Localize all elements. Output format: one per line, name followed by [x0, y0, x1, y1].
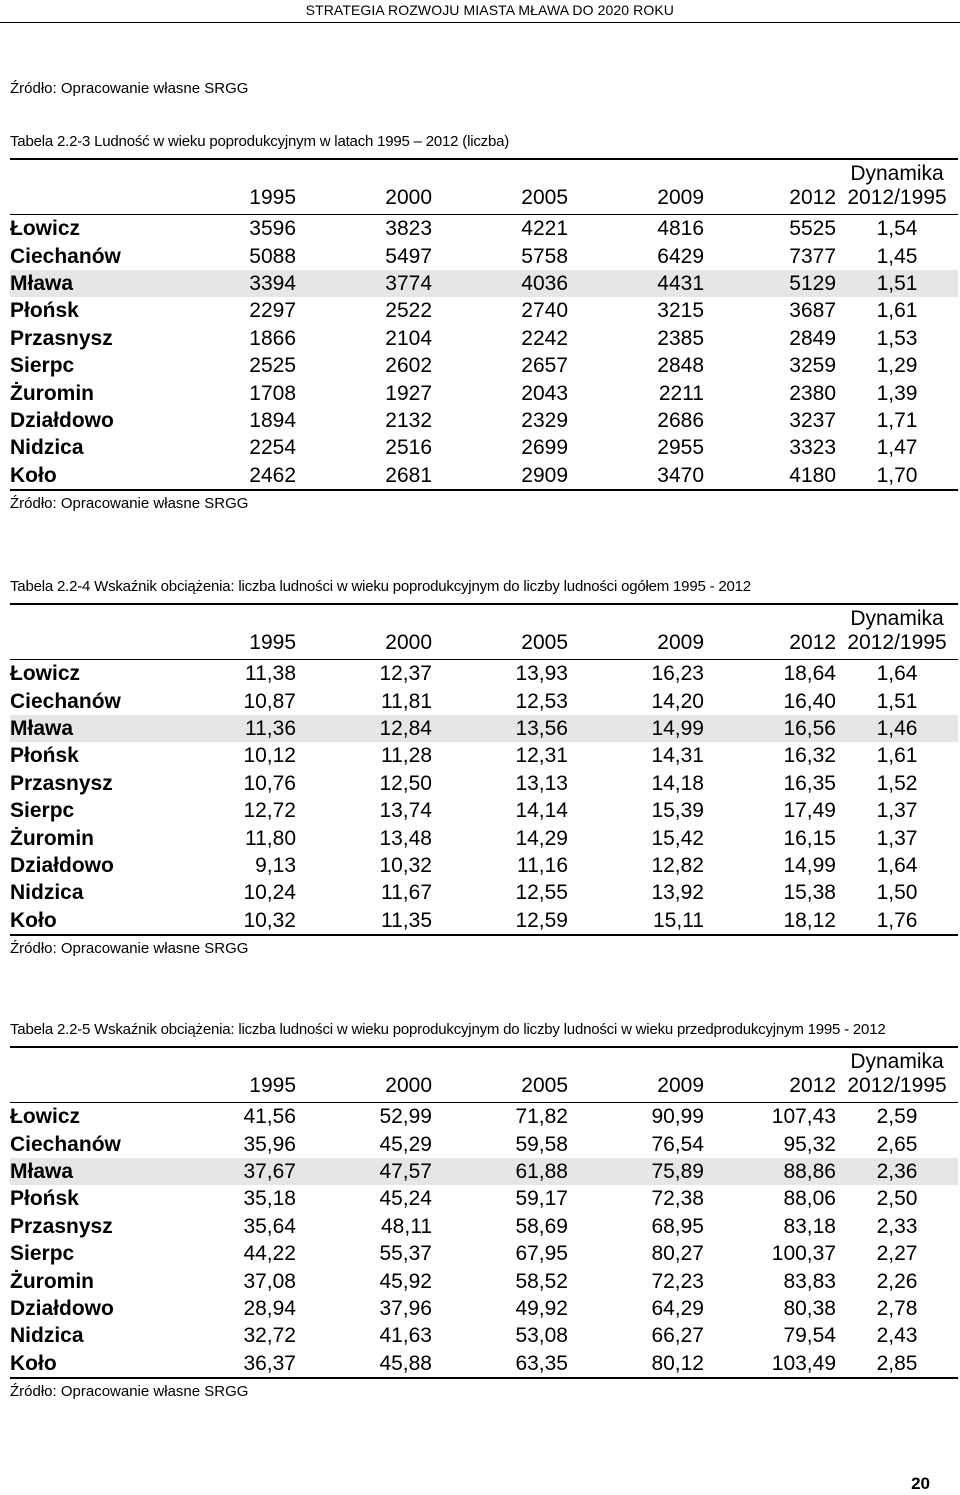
- table-caption: Tabela 2.2-4 Wskaźnik obciążenia: liczba ludności w wieku poprodukcyjnym do liczby ludności ogółem 1995 - 2012: [10, 578, 751, 595]
- town-name-cell: Sierpc: [10, 799, 75, 823]
- value-cell: 28,94: [243, 1296, 296, 1320]
- town-name-cell: Mława: [10, 1158, 160, 1185]
- value-cell: 80,27: [651, 1242, 704, 1266]
- town-name-cell: Przasnysz: [10, 326, 113, 350]
- table-row: [10, 797, 958, 824]
- header-dynamics: [836, 159, 958, 215]
- value-cell: 2955: [657, 436, 704, 460]
- header-dynamics: [836, 1047, 958, 1103]
- town-name-cell: Przasnysz: [10, 771, 113, 795]
- town-name-cell: Żuromin: [10, 381, 94, 405]
- value-cell: 5088: [249, 244, 296, 268]
- value-cell: 55,37: [379, 1242, 432, 1266]
- value-cell: 16,35: [783, 771, 836, 795]
- table-row: [10, 824, 958, 851]
- header-year: 2009: [657, 1074, 704, 1097]
- town-name-cell: Sierpc: [10, 354, 75, 378]
- value-cell: 1708: [249, 381, 296, 405]
- value-cell: 67,95: [515, 1242, 568, 1266]
- dynamics-cell: 1,53: [876, 326, 918, 350]
- table-row: [10, 1267, 958, 1294]
- header-year: 2005: [521, 631, 568, 654]
- table-row: [10, 297, 958, 324]
- dynamics-cell: 1,47: [876, 436, 918, 460]
- table-section-1: [10, 133, 958, 512]
- value-cell: 1866: [249, 326, 296, 350]
- town-name-cell: Ciechanów: [10, 689, 121, 713]
- value-cell: 75,89: [568, 1158, 704, 1185]
- value-cell: 2297: [249, 299, 296, 323]
- value-cell: 2909: [521, 463, 568, 487]
- table-row: [10, 770, 958, 797]
- dynamics-cell: 2,26: [876, 1269, 918, 1293]
- value-cell: 4431: [568, 270, 704, 297]
- value-cell: 11,81: [381, 689, 432, 713]
- value-cell: 11,80: [245, 826, 296, 850]
- header-year: 1995: [249, 186, 296, 209]
- value-cell: 15,11: [653, 908, 704, 932]
- value-cell: 12,50: [379, 771, 432, 795]
- town-name-cell: Łowicz: [10, 1105, 81, 1129]
- value-cell: 52,99: [379, 1105, 432, 1129]
- value-cell: 47,57: [296, 1158, 432, 1185]
- value-cell: 10,32: [379, 853, 432, 877]
- header-dynamics-line1: Dynamika: [850, 1050, 944, 1073]
- value-cell: 16,23: [651, 662, 704, 686]
- value-cell: 3687: [789, 299, 836, 323]
- value-cell: 11,35: [381, 908, 432, 932]
- dynamics-cell: 1,39: [876, 381, 918, 405]
- table-caption: Tabela 2.2-5 Wskaźnik obciążenia: liczba ludności w wieku poprodukcyjnym do liczby ludności w wieku przedprodukcyjnym 1995 - 2012: [10, 1021, 886, 1038]
- value-cell: 5758: [521, 244, 568, 268]
- town-name-cell: Koło: [10, 908, 57, 932]
- value-cell: 14,31: [651, 744, 704, 768]
- table-row: [10, 379, 958, 406]
- town-name-cell: Nidzica: [10, 436, 84, 460]
- value-cell: 3394: [160, 270, 296, 297]
- value-cell: 2849: [789, 326, 836, 350]
- value-cell: 12,37: [379, 662, 432, 686]
- value-cell: 12,53: [515, 689, 568, 713]
- value-cell: 37,96: [379, 1296, 432, 1320]
- table-row: [10, 1350, 958, 1378]
- value-cell: 12,55: [515, 881, 568, 905]
- value-cell: 11,36: [160, 715, 296, 742]
- value-cell: 1927: [385, 381, 432, 405]
- table-row: [10, 462, 958, 490]
- value-cell: 13,93: [515, 662, 568, 686]
- value-cell: 45,88: [379, 1351, 432, 1375]
- header-dynamics: [836, 604, 958, 660]
- header-year: 2005: [521, 186, 568, 209]
- dynamics-cell: 1,61: [876, 744, 918, 768]
- dynamics-cell: 1,37: [876, 799, 918, 823]
- value-cell: 11,38: [245, 662, 296, 686]
- town-name-cell: Ciechanów: [10, 244, 121, 268]
- value-cell: 16,15: [783, 826, 836, 850]
- value-cell: 2848: [657, 354, 704, 378]
- value-cell: 76,54: [651, 1132, 704, 1156]
- source-note: Źródło: Opracowanie własne SRGG: [10, 939, 249, 957]
- town-name-cell: Nidzica: [10, 881, 84, 905]
- value-cell: 79,54: [783, 1324, 836, 1348]
- value-cell: 66,27: [651, 1324, 704, 1348]
- header-empty: [10, 604, 160, 660]
- table-row: [10, 1103, 958, 1131]
- table-row: [10, 215, 958, 243]
- value-cell: 14,29: [515, 826, 568, 850]
- value-cell: 12,82: [651, 853, 704, 877]
- value-cell: 41,56: [243, 1105, 296, 1129]
- value-cell: 10,32: [243, 908, 296, 932]
- town-name-cell: Łowicz: [10, 662, 81, 686]
- town-name-cell: Płońsk: [10, 299, 79, 323]
- dynamics-cell: 1,52: [876, 771, 918, 795]
- value-cell: 58,52: [515, 1269, 568, 1293]
- table-header-row: [10, 1047, 958, 1103]
- table-row: [10, 1185, 958, 1212]
- town-name-cell: Działdowo: [10, 1296, 114, 1320]
- dynamics-cell: 1,71: [876, 408, 918, 432]
- value-cell: 14,99: [783, 853, 836, 877]
- header-empty: [10, 159, 160, 215]
- value-cell: 3470: [657, 463, 704, 487]
- value-cell: 18,12: [783, 908, 836, 932]
- dynamics-cell: 1,50: [876, 881, 918, 905]
- value-cell: 5497: [385, 244, 432, 268]
- town-name-cell: Przasnysz: [10, 1214, 113, 1238]
- town-name-cell: Płońsk: [10, 744, 79, 768]
- table-row: [10, 879, 958, 906]
- header-dynamics-line1: Dynamika: [850, 162, 944, 185]
- value-cell: 103,49: [771, 1351, 836, 1375]
- value-cell: 2740: [521, 299, 568, 323]
- table-section-2: [10, 578, 958, 957]
- value-cell: 90,99: [651, 1105, 704, 1129]
- value-cell: 45,29: [379, 1132, 432, 1156]
- value-cell: 45,24: [379, 1187, 432, 1211]
- value-cell: 61,88: [432, 1158, 568, 1185]
- source-note: Źródło: Opracowanie własne SRGG: [10, 1382, 249, 1400]
- header-year: 2012: [789, 186, 836, 209]
- value-cell: 71,82: [515, 1105, 568, 1129]
- value-cell: 16,40: [783, 689, 836, 713]
- table-row: [10, 1322, 958, 1349]
- table-row: [10, 1295, 958, 1322]
- value-cell: 35,18: [243, 1187, 296, 1211]
- value-cell: 107,43: [771, 1105, 836, 1129]
- value-cell: 12,72: [243, 799, 296, 823]
- value-cell: 95,32: [783, 1132, 836, 1156]
- data-table: [10, 158, 958, 491]
- value-cell: 72,23: [651, 1269, 704, 1293]
- dynamics-cell: 2,65: [876, 1132, 918, 1156]
- dynamics-cell: 1,45: [876, 244, 918, 268]
- dynamics-cell: 1,46: [836, 715, 958, 742]
- value-cell: 2385: [657, 326, 704, 350]
- table-section-3: [10, 1021, 958, 1400]
- table-row: [10, 270, 958, 297]
- header-dynamics-line1: Dynamika: [850, 607, 944, 630]
- value-cell: 2462: [249, 463, 296, 487]
- town-name-cell: Płońsk: [10, 1187, 79, 1211]
- table-row: [10, 742, 958, 769]
- value-cell: 18,64: [783, 662, 836, 686]
- value-cell: 83,83: [783, 1269, 836, 1293]
- value-cell: 63,35: [515, 1351, 568, 1375]
- dynamics-cell: 1,61: [876, 299, 918, 323]
- dynamics-cell: 1,64: [876, 853, 918, 877]
- dynamics-cell: 2,33: [876, 1214, 918, 1238]
- dynamics-cell: 2,78: [876, 1296, 918, 1320]
- value-cell: 10,76: [243, 771, 296, 795]
- value-cell: 2657: [521, 354, 568, 378]
- value-cell: 11,67: [381, 881, 432, 905]
- header-year: 2009: [657, 186, 704, 209]
- value-cell: 15,39: [651, 799, 704, 823]
- value-cell: 16,56: [704, 715, 836, 742]
- table-row: [10, 660, 958, 688]
- value-cell: 59,17: [515, 1187, 568, 1211]
- value-cell: 3237: [789, 408, 836, 432]
- value-cell: 2043: [521, 381, 568, 405]
- value-cell: 80,38: [783, 1296, 836, 1320]
- document-title: STRATEGIA ROZWOJU MIASTA MŁAWA DO 2020 ROKU: [305, 2, 674, 18]
- value-cell: 16,32: [783, 744, 836, 768]
- table-row: [10, 242, 958, 269]
- table-caption: Tabela 2.2-3 Ludność w wieku poprodukcyjnym w latach 1995 – 2012 (liczba): [10, 133, 510, 150]
- table-header-row: [10, 159, 958, 215]
- table-row: [10, 715, 958, 742]
- value-cell: 68,95: [651, 1214, 704, 1238]
- value-cell: 37,67: [160, 1158, 296, 1185]
- value-cell: 4816: [657, 217, 704, 241]
- value-cell: 1894: [249, 408, 296, 432]
- value-cell: 36,37: [243, 1351, 296, 1375]
- table-row: [10, 852, 958, 879]
- value-cell: 53,08: [515, 1324, 568, 1348]
- dynamics-cell: 2,36: [836, 1158, 958, 1185]
- value-cell: 4221: [521, 217, 568, 241]
- value-cell: 15,42: [651, 826, 704, 850]
- data-table: [10, 603, 958, 936]
- value-cell: 48,11: [381, 1214, 432, 1238]
- table-row: [10, 1158, 958, 1185]
- header-year: 2012: [789, 1074, 836, 1097]
- header-year: 2000: [385, 631, 432, 654]
- value-cell: 14,18: [651, 771, 704, 795]
- value-cell: 7377: [789, 244, 836, 268]
- header-year: 1995: [249, 1074, 296, 1097]
- header-rule: [0, 22, 960, 23]
- value-cell: 2516: [385, 436, 432, 460]
- header-year: 2000: [385, 186, 432, 209]
- value-cell: 14,99: [568, 715, 704, 742]
- value-cell: 10,24: [243, 881, 296, 905]
- value-cell: 12,31: [515, 744, 568, 768]
- value-cell: 49,92: [515, 1296, 568, 1320]
- table-header-row: [10, 604, 958, 660]
- town-name-cell: Mława: [10, 715, 160, 742]
- page-number: 20: [911, 1474, 930, 1493]
- town-name-cell: Łowicz: [10, 217, 81, 241]
- value-cell: 13,74: [379, 799, 432, 823]
- table-row: [10, 1213, 958, 1240]
- source-note: Źródło: Opracowanie własne SRGG: [10, 494, 249, 512]
- town-name-cell: Mława: [10, 270, 160, 297]
- value-cell: 14,14: [515, 799, 568, 823]
- dynamics-cell: 1,37: [876, 826, 918, 850]
- value-cell: 35,64: [243, 1214, 296, 1238]
- value-cell: 11,16: [517, 853, 568, 877]
- value-cell: 5129: [704, 270, 836, 297]
- table-row: [10, 907, 958, 935]
- value-cell: 100,37: [771, 1242, 836, 1266]
- value-cell: 80,12: [651, 1351, 704, 1375]
- value-cell: 3596: [249, 217, 296, 241]
- header-dynamics-line2: 2012/1995: [847, 631, 947, 654]
- dynamics-cell: 2,85: [876, 1351, 918, 1375]
- source-note-top: Źródło: Opracowanie własne SRGG: [10, 80, 249, 97]
- town-name-cell: Koło: [10, 463, 57, 487]
- dynamics-cell: 2,50: [876, 1187, 918, 1211]
- value-cell: 13,13: [515, 771, 568, 795]
- value-cell: 2132: [385, 408, 432, 432]
- value-cell: 32,72: [243, 1324, 296, 1348]
- dynamics-cell: 1,51: [836, 270, 958, 297]
- town-name-cell: Żuromin: [10, 1269, 94, 1293]
- value-cell: 58,69: [515, 1214, 568, 1238]
- town-name-cell: Sierpc: [10, 1242, 75, 1266]
- value-cell: 3774: [296, 270, 432, 297]
- table-row: [10, 325, 958, 352]
- value-cell: 4180: [789, 463, 836, 487]
- value-cell: 88,06: [783, 1187, 836, 1211]
- value-cell: 12,84: [296, 715, 432, 742]
- dynamics-cell: 2,43: [876, 1324, 918, 1348]
- header-dynamics-line2: 2012/1995: [847, 1074, 947, 1097]
- town-name-cell: Koło: [10, 1351, 57, 1375]
- header-year: 1995: [249, 631, 296, 654]
- value-cell: 12,59: [515, 908, 568, 932]
- table-row: [10, 434, 958, 461]
- value-cell: 14,20: [651, 689, 704, 713]
- value-cell: 2522: [385, 299, 432, 323]
- dynamics-cell: 1,51: [876, 689, 918, 713]
- value-cell: 3323: [789, 436, 836, 460]
- dynamics-cell: 2,59: [876, 1105, 918, 1129]
- value-cell: 2681: [385, 463, 432, 487]
- table-row: [10, 407, 958, 434]
- value-cell: 2104: [385, 326, 432, 350]
- header-year: 2009: [657, 631, 704, 654]
- value-cell: 2380: [789, 381, 836, 405]
- town-name-cell: Ciechanów: [10, 1132, 121, 1156]
- value-cell: 13,48: [379, 826, 432, 850]
- dynamics-cell: 1,29: [876, 354, 918, 378]
- value-cell: 83,18: [783, 1214, 836, 1238]
- value-cell: 4036: [432, 270, 568, 297]
- dynamics-cell: 1,64: [876, 662, 918, 686]
- town-name-cell: Żuromin: [10, 826, 94, 850]
- dynamics-cell: 2,27: [876, 1242, 918, 1266]
- value-cell: 17,49: [783, 799, 836, 823]
- dynamics-cell: 1,76: [876, 908, 918, 932]
- value-cell: 3259: [789, 354, 836, 378]
- value-cell: 2602: [385, 354, 432, 378]
- value-cell: 2242: [521, 326, 568, 350]
- value-cell: 13,56: [432, 715, 568, 742]
- value-cell: 10,12: [243, 744, 296, 768]
- value-cell: 2329: [521, 408, 568, 432]
- value-cell: 41,63: [379, 1324, 432, 1348]
- value-cell: 37,08: [243, 1269, 296, 1293]
- town-name-cell: Działdowo: [10, 408, 114, 432]
- header-year: 2005: [521, 1074, 568, 1097]
- value-cell: 45,92: [379, 1269, 432, 1293]
- value-cell: 2254: [249, 436, 296, 460]
- header-empty: [10, 1047, 160, 1103]
- value-cell: 2686: [657, 408, 704, 432]
- table-row: [10, 687, 958, 714]
- data-table: [10, 1046, 958, 1379]
- table-row: [10, 1240, 958, 1267]
- header-year: 2012: [789, 631, 836, 654]
- value-cell: 72,38: [651, 1187, 704, 1211]
- dynamics-cell: 1,54: [876, 217, 918, 241]
- value-cell: 13,92: [651, 881, 704, 905]
- value-cell: 6429: [657, 244, 704, 268]
- value-cell: 64,29: [651, 1296, 704, 1320]
- value-cell: 2699: [521, 436, 568, 460]
- town-name-cell: Działdowo: [10, 853, 114, 877]
- value-cell: 3823: [385, 217, 432, 241]
- value-cell: 2211: [658, 381, 704, 405]
- page-header: [0, 0, 960, 20]
- value-cell: 10,87: [243, 689, 296, 713]
- value-cell: 15,38: [783, 881, 836, 905]
- value-cell: 2525: [249, 354, 296, 378]
- table-row: [10, 352, 958, 379]
- header-dynamics-line2: 2012/1995: [847, 186, 947, 209]
- value-cell: 88,86: [704, 1158, 836, 1185]
- town-name-cell: Nidzica: [10, 1324, 84, 1348]
- dynamics-cell: 1,70: [876, 463, 918, 487]
- value-cell: 5525: [789, 217, 836, 241]
- header-year: 2000: [385, 1074, 432, 1097]
- table-row: [10, 1130, 958, 1157]
- value-cell: 44,22: [243, 1242, 296, 1266]
- value-cell: 59,58: [515, 1132, 568, 1156]
- value-cell: 9,13: [255, 853, 296, 877]
- value-cell: 3215: [657, 299, 704, 323]
- value-cell: 35,96: [243, 1132, 296, 1156]
- value-cell: 11,28: [381, 744, 432, 768]
